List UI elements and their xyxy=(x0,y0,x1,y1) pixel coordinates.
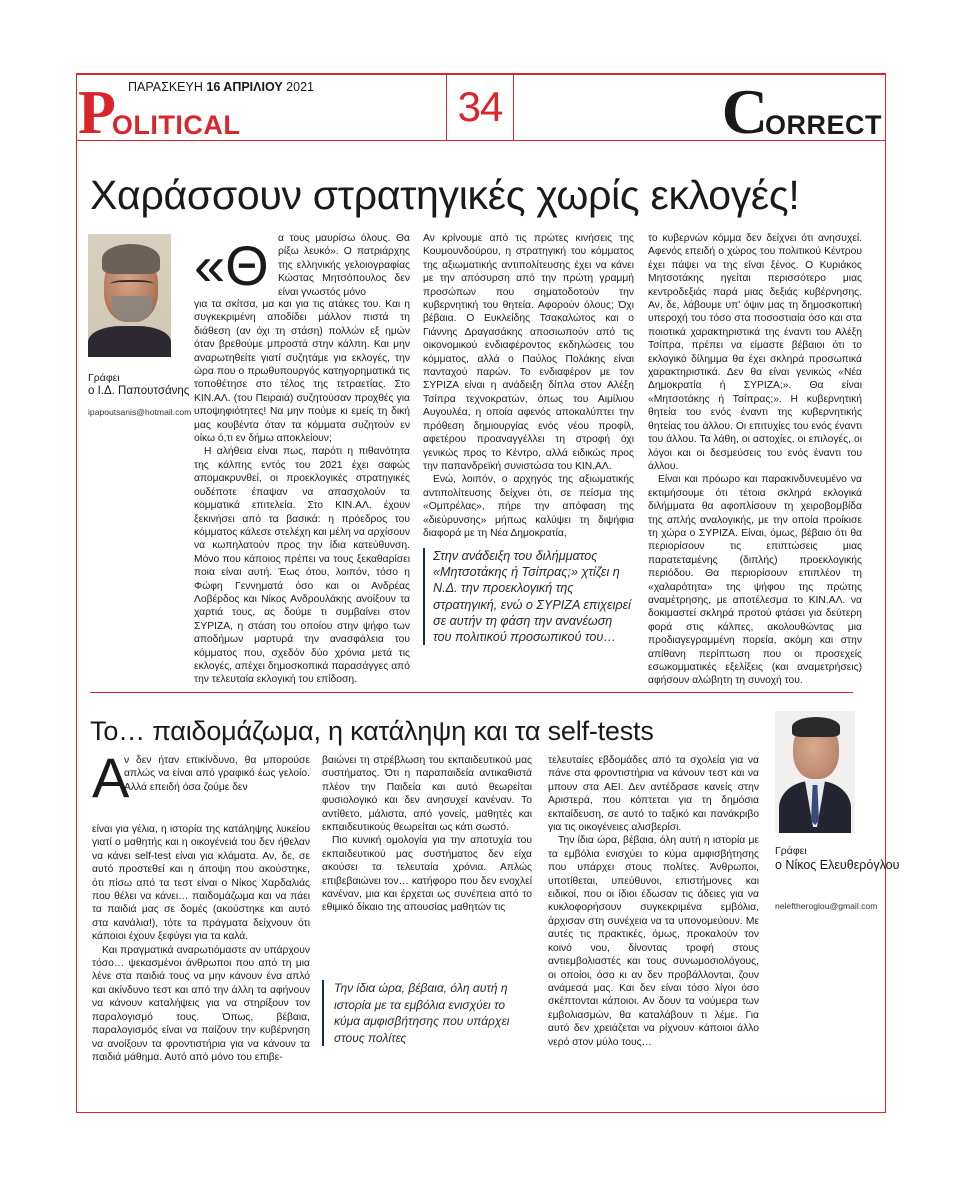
article2-dropcap: Α xyxy=(92,746,130,809)
article1-lead: α τους μαυρίσω όλους. Θα ρίξω λευκό». Ο πατριάρχης της ελληνικής γελοιογραφίας Κώστας Μητσόπουλος δεν είναι γνωστός μόνο xyxy=(278,233,410,298)
page-number: 34 xyxy=(457,83,503,130)
article1-dropcap: «Θ xyxy=(194,234,269,297)
article2-column-2: βαιώνει τη στρέβλωση του εκπαιδευτικού μας συστήματος. Ότι η παραπαιδεία αντικαθιστά πλέον την Παιδεία και αυτό θεωρείται φυσιολογικό και δεν ανησυχεί κανέναν. Το αντίθετο, μάλιστα, από γονείς, μαθητές και εκπαιδευτικούς θεωρείται ως κάτι σωστό. Πιο κυνική ομολογία για την αποτυχία του εκπαιδευτικού μας συστήματος δεν είχα ακούσει τα τελευταία χρόνια. Απλώς επιβεβαιώνει τον… κατήφορο που δεν ενοχλεί κανέναν, μια και έρχεται ως συνέπεια από το εθιμικό δίκαιο της απουσίας μαθητών τις xyxy=(322,755,532,914)
author-photo-eleftheroglou xyxy=(775,711,855,833)
political-logo: P OLITICAL xyxy=(78,79,241,147)
article2-byline: Γράφει ο Νίκος Ελευθερόγλου xyxy=(775,845,900,872)
article2-column-3: τελευταίες εβδομάδες από τα σχολεία για να πάνε στα φροντιστήρια να κάνουν τεστ και να μπουν στα ΑΕΙ. Δεν αντέδρασε κανείς στην Αριστερά, που κόπτεται για τη δημόσια εκπαίδευση, σε αυτό το ταξικό και πανάκριβο για τις οικογένειες αλισβερίσι. Την ίδια ώρα, βέβαια, όλη αυτή η ιστορία με τα εμβόλια ενισχύει το κύμα αμφισβήτησης που υπάρχει στους πολίτες. Άνθρωποι, υποτίθεται, υπεύθυνοι, επιστήμονες και ειδικοί, που οι ίδιοι έδωσαν τις άδειες για να κυκλοφορήσουν συγκεκριμένα εμβόλια, άρχισαν στη συνέχεια να τα υπονομεύουν. Με αυτές τις πρακτικές, όμως, προκαλούν τον κοινό νου, δίνοντας τροφή στους αντιεμβολιαστές και τους συνωμοσιολόγους, οι οποίοι, όσο κι αν δεν προβάλλονται, ζουν ανάμεσά μας. Και δεν είναι τόσο λίγοι όσο σκέπτονται κάποιοι. Αν δουν τα νούμερα των εμβολιασμών, θα καταλάβουν τι λέμε. Για αυτό δεν χρειάζεται να ρίχνουν κάποιοι άλλο νερό στον μύλο τους… xyxy=(548,755,759,1048)
page-number-box xyxy=(446,73,514,141)
article1-column-2: Αν κρίνουμε από τις πρώτες κινήσεις της Κουμουνδούρου, η στρατηγική του κόμματος της αξιωματικής αντιπολίτευσης έχει να κάνει με την απόσυρση από την πρώτη γραμμή προσώπων που σηματοδοτούν την κυβερνητική του θητεία. Αφορούν όλους; Όχι βέβαια. Ο Ευκλείδης Τσακαλώτος και ο Γιάννης Δραγασάκης αποσιωπούν από τις οικονομικού ενδιαφέροντος εκδηλώσεις του κόμματος, αλλά ο Παύλος Πολάκης είναι πανταχού παρών. Το ενδιαφέρον με τον ΣΥΡΙΖΑ είναι η ανάδειξη δίπλα στον Αλέξη Τσίπρα τεχνοκρατών, όπως του Αιμίλιου Αυγουλέα, η οποία αφενός αποκαλύπτει την πρόθεση δημιουργίας ενός νέου προφίλ, αφετέρου προαναγγέλλει τη στροφή όχι γενικώς προς το Κέντρο, αλλά ειδικώς προς την παπανδρεϊκή συνιστώσα του ΚΙΝ.ΑΛ. Ενώ, λοιπόν, ο αρχηγός της αξιωματικής αντιπολίτευσης δείχνει ότι, σε πείσμα της «Ομπρέλας», πήρε την απόφαση της «διεύρυνσης» μήπως καλύψει τη διψήφια διαφορά με τη Νέα Δημοκρατία, xyxy=(423,233,634,539)
article1-author-email: ipapoutsanis@hotmail.com xyxy=(88,407,192,417)
article1-headline: Χαράσσουν στρατηγικές χωρίς εκλογές! xyxy=(90,172,800,218)
article1-column-1: για τα σκίτσα, μα και για τις ατάκες του. Και η συγκεκριμένη αποδίδει μάλλον πιστά τη διάθεση (αν όχι τη στάση) πολλών εξ ημών όταν βρεθούμε μπροστά στην κάλπη. Και μην αναρωτηθείτε γιατί συζητάμε για εκλογές, την ώρα που ο πρωθυπουργός κατηγορηματικά τις τοποθέτησε στο τέλος της τετραετίας. Στο ΚΙΝ.ΑΛ. (του Πειραιά) συζητούσαν προχθές για υποψηφιότητες! Να μην πούμε κι εμείς τη δική μας κουβέντα όταν τα κόμματα συζητούν εν οίκω ό,τι εν δήμω αποκλείουν; Η αλήθεια είναι πως, παρότι η πιθανότητα της κάλπης εντός του 2021 έχει σαφώς απομακρυνθεί, οι προεκλογικές στρατηγικές ουδέποτε έπαψαν να απασχολούν τα κομματικά επιτελεία. Στο ΚΙΝ.ΑΛ. έχουν ξεκινήσει από τα βασικά: η πρόεδρος του κόμματος κάλεσε στελέχη και μέλη να αρχίσουν να κωπηλατούν προς την ίδια κατεύθυνση. Μόνο που κάποιος πρέπει να τους ξεκαθαρίσει ποια είναι αυτή. Έως ότου, λοιπόν, τόσο η Φώφη Γεννηματά όσο και οι Ανδρέας Λοβέρδος και Νίκος Ανδρουλάκης ανοίξουν τα χαρτιά τους, ας δούμε τι συμβαίνει στον ΣΥΡΙΖΑ, η στάση του οποίου στην ψήφο των αποδήμων μαρτυρά την ανασφάλεια του κόμματος που, σχεδόν δύο χρόνια μετά τις εκλογές, απέχει δημοσκοπικά παρασάγγες από την τελευταία εκλογική του επίδοση. xyxy=(194,299,411,686)
author-photo-papoutsanis xyxy=(88,234,171,357)
article-divider xyxy=(90,692,853,693)
article1-byline: Γράφει ο Ι.Δ. Παπουτσάνης xyxy=(88,372,190,397)
article2-lead: ν δεν ήταν επικίνδυνο, θα μπορούσε απλώς να είναι από γραφικό έως γελοίο. Αλλά επειδή όσα ζούμε δεν xyxy=(124,755,310,793)
article2-pull-quote: Την ίδια ώρα, βέβαια, όλη αυτή η ιστορία με τα εμβόλια ενισχύει το κύμα αμφισβήτησης που υπάρχει στους πολίτες xyxy=(322,980,532,1046)
article2-author-email: neleftheroglou@gmail.com xyxy=(775,901,878,911)
correct-logo: C ORRECT xyxy=(721,76,882,147)
issue-date: ΠΑΡΑΣΚΕΥΗ 16 ΑΠΡΙΛΙΟΥ 2021 xyxy=(128,80,314,94)
article1-pull-quote: Στην ανάδειξη του διλήμματος «Μητσοτάκης ή Τσίπρας;» χτίζει η Ν.Δ. την προεκλογική της στρατηγική, ενώ ο ΣΥΡΙΖΑ επιχειρεί σε αυτήν τη φάση την ανανέωση του πολιτικού προσωπικού του… xyxy=(423,548,634,645)
article2-headline: Το… παιδομάζωμα, η κατάληψη και τα self-tests xyxy=(90,716,654,746)
article2-column-1: είναι για γέλια, η ιστορία της κατάληψης λυκείου γιατί ο μαθητής και η οικογένειά του δεν ήθελαν να κάνει self-test είναι για κλάματα. Αν, δε, σε αυτό προστεθεί και η άποψη που ακούστηκε, ότι πίσω από τα τεστ είναι ο Νίκος Χαρδαλιάς που θέλει να κάνει… παιδομάζωμα και να πάει τα παιδιά μας σε δομές (ακούστηκε και αυτό στα κανάλια!), τότε τα πράγματα δείχνουν ότι κάποιοι έχουν ξεφύγει για τα καλά. Και πραγματικά αναρωτιόμαστε αν υπάρχουν τόσο… ψεκασμένοι άνθρωποι που από τη μια λένε στα παιδιά τους να μην κάνουν ένα απλό και ακίνδυνο τεστ και από την άλλη τα αφήνουν να κάνουν καταλήψεις για να στηρίξουν τον παραλογισμό τους. Όπως, βέβαια, παραλογισμός είναι να παίζουν την κυβέρνηση να ανοίξουν τα φροντιστήρια για να κάνουν τα παιδιά μάθημα. Αυτό από μόνο του επιβε- xyxy=(92,824,310,1063)
article1-column-3: το κυβερνών κόμμα δεν δείχνει ότι ανησυχεί. Αφενός επειδή ο χώρος του πολιτικού Κέντρου έχει πάψει να της είναι ξένος. Ο Κυριάκος Μητσοτάκης ηγείται περισσότερο μιας κεντροδεξιάς παρά μιας δεξιάς κυβέρνησης. Αν, δε, λάβουμε υπ’ όψιν μας τη δημοσκοπική υπεροχή του τόσο στα ποσοστιαία όσο και στα ποιοτικά χαρακτηριστικά της έναντι του Αλέξη Τσίπρα, πρέπει να είμαστε βέβαιοι ότι το εκλογικό δίλημμα θα έχει σκληρά προσωπικά χαρακτηριστικά. Δεν θα είναι γενικώς «Νέα Δημοκρατία ή ΣΥΡΙΖΑ;». Θα είναι «Μητσοτάκης ή Τσίπρας;». Η κυβερνητική θητεία του ενός έναντι της κυβερνητικής θητείας του άλλου. Οι επιτυχίες του ενός έναντι του άλλου. Τα λάθη, οι αστοχίες, οι επιλογές, οι λόγοι και οι δεσμεύσεις του ενός έναντι του άλλου. Είναι και πρόωρο και παρακινδυνευμένο να εκτιμήσουμε ότι τέτοια σκληρά εκλογικά διλήμματα θα αφοπλίσουν τη χειροβομβίδα της απλής αναλογικής, με την οποία προίκισε τη χώρα ο ΣΥΡΙΖΑ. Είναι, όμως, βέβαιο ότι θα περιορίσουν τις επιπτώσεις μιας παρατεταμένης (διπλής) προεκλογικής περιόδου. Θα περιορίσουν επιπλέον τη «χαλαρότητα» της ψήφου της πρώτης αναμέτρησης, με αποτέλεσμα το ΚΙΝ.ΑΛ. να δοκιμαστεί σκληρά προτού φτάσει για δεύτερη φορά στις κάλπες, ακολουθώντας μια προδιαγεγραμμένη πορεία, ακόμη και στην απίθανη περίπτωση που οι προσεχείς εσωκομματικές εξελίξεις (και αναμετρήσεις) αφήσουν αλώβητη τη συνοχή του. xyxy=(648,233,862,687)
